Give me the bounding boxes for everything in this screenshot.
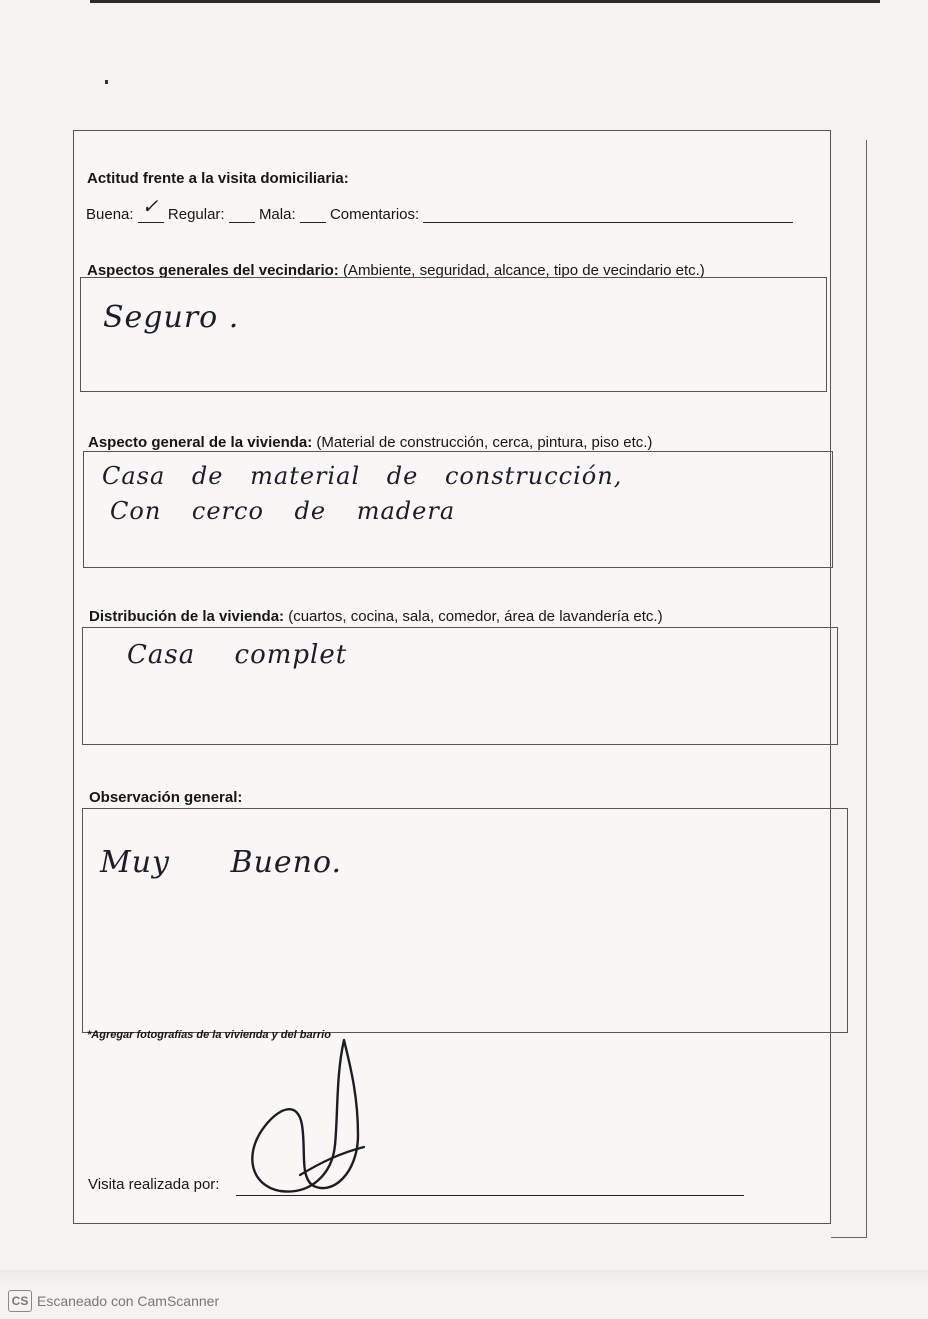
scan-speck (105, 80, 108, 84)
handwritten-signature (240, 1035, 380, 1200)
attitude-heading: Actitud frente a la visita domiciliaria: (87, 170, 349, 187)
buena-blank[interactable] (138, 196, 164, 223)
attitude-options-row (86, 196, 793, 223)
buena-label: Buena: (86, 206, 134, 223)
neighborhood-handwriting: Seguro . (103, 300, 240, 335)
housing-heading: Aspecto general de la vivienda: (88, 434, 313, 451)
mala-label: Mala: (258, 206, 296, 223)
comentarios-blank[interactable] (423, 206, 793, 223)
distribution-heading: Distribución de la vivienda: (89, 608, 285, 625)
camscanner-text: Escaneado con CamScanner (37, 1293, 220, 1309)
distribution-hint: (cuartos, cocina, sala, comedor, área de lavandería etc.) (288, 608, 663, 625)
housing-handwriting-line2: Con cerco de madera (110, 497, 456, 525)
photo-note: *Agregar fotografías de la vivienda y del barrio (87, 1029, 331, 1041)
camscanner-footer (8, 1290, 219, 1312)
observation-field[interactable] (82, 808, 848, 1033)
housing-hint: (Material de construcción, cerca, pintura, piso etc.) (316, 434, 653, 451)
housing-heading-row (88, 434, 652, 451)
scan-top-edge (90, 0, 880, 3)
observation-heading: Observación general: (89, 789, 243, 806)
housing-handwriting-line1: Casa de material de construcción, (102, 462, 623, 490)
visit-by-label: Visita realizada por: (88, 1176, 220, 1193)
regular-label: Regular: (167, 206, 225, 223)
distribution-heading-row (89, 608, 663, 625)
scan-bottom-band (0, 1270, 928, 1286)
observation-handwriting: Muy Bueno. (100, 845, 343, 880)
comentarios-label: Comentarios: (329, 206, 420, 223)
regular-blank[interactable] (229, 206, 255, 223)
camscanner-logo-icon: CS (8, 1290, 32, 1312)
buena-check-mark: ✓ (141, 196, 159, 218)
mala-blank[interactable] (300, 206, 326, 223)
distribution-handwriting: Casa complet (127, 640, 348, 670)
neighborhood-hint: (Ambiente, seguridad, alcance, tipo de vecindario etc.) (342, 262, 705, 279)
neighborhood-heading: Aspectos generales del vecindario: (87, 262, 339, 279)
